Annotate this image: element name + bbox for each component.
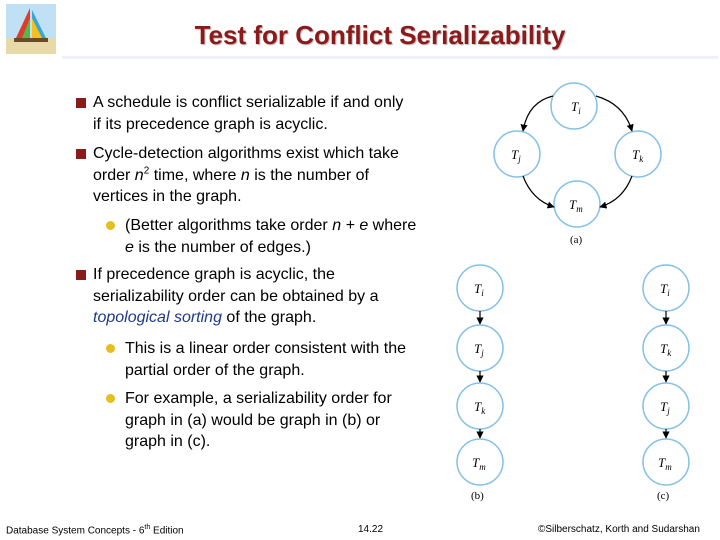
graph-a-edge [523, 96, 553, 131]
footer-left: Database System Concepts - 6th Edition [6, 524, 184, 537]
graph-a-edge [523, 176, 554, 207]
bullet-line: Cycle-detection algorithms exist which take [93, 145, 399, 162]
graph-b-label-3: $T_m$ [472, 455, 486, 472]
footer-copyright: ©Silberschatz, Korth and Sudarshan [538, 524, 700, 535]
bullet-line: This is a linear order consistent with the [125, 340, 407, 357]
graph-a [494, 83, 661, 246]
graph-c-label-0: $T_i$ [660, 281, 670, 298]
bullet-line: partial order of the graph. [125, 361, 305, 379]
bullet-line: graph in (a) would be graph in (b) or [125, 411, 381, 429]
graph-a-caption: (a) [570, 234, 583, 246]
bullet-line: (Better algorithms take order n + e where [125, 217, 417, 234]
graph-c-caption: (c) [657, 490, 670, 502]
graph-b-label-1: $T_j$ [474, 341, 484, 358]
graph-c-label-2: $T_j$ [660, 399, 670, 416]
bullet-line: serializability order can be obtained by a [93, 287, 379, 305]
graph-c-label-3: $T_m$ [658, 455, 672, 472]
bullet-line: graph in (c). [125, 433, 211, 450]
graph-a-label-2: $T_k$ [632, 147, 644, 164]
bullet-line: vertices in the graph. [93, 188, 242, 205]
bullet-line: e is the number of edges.) [125, 238, 311, 256]
bullet-line: A schedule is conflict serializable if and only [93, 94, 404, 111]
graph-b [457, 265, 503, 502]
bullet-line: topological sorting of the graph. [93, 309, 317, 326]
bullet-line: If precedence graph is acyclic, the [93, 266, 335, 283]
footer-page-number: 14.22 [358, 524, 384, 535]
graph-a-edge [600, 176, 632, 207]
slide-title: Test for Conflict Serializability [194, 20, 566, 50]
graph-a-label-1: $T_j$ [511, 147, 521, 164]
graph-a-edge [596, 96, 632, 131]
graph-c [643, 265, 689, 502]
graph-a-label-3: $T_m$ [569, 197, 583, 214]
bullet-line: For example, a serializability order for [125, 390, 392, 407]
graph-b-label-2: $T_k$ [474, 399, 486, 416]
graph-b-caption: (b) [471, 490, 484, 502]
bullet-line: order $n^2$ time, where n is the number of [93, 165, 369, 184]
graph-c-label-1: $T_k$ [660, 341, 672, 358]
graph-a-label-0: $T_i$ [571, 99, 581, 116]
bullet-line: if its precedence graph is acyclic. [93, 115, 328, 133]
graph-b-label-0: $T_i$ [474, 281, 484, 298]
